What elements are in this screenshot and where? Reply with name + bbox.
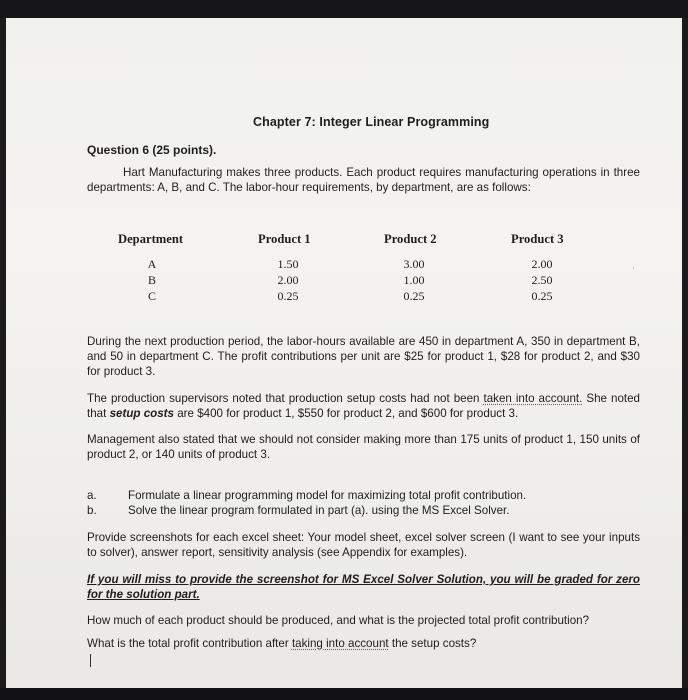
q2-text-post: the setup costs? (388, 637, 477, 650)
question-production: How much of each product should be produced, and what is the projected total profit contribution? (87, 614, 590, 627)
list-item (87, 504, 640, 519)
table-cell: A (147, 257, 157, 271)
header-department: Department (118, 232, 184, 246)
list-item (87, 489, 640, 504)
list-marker: b. (87, 504, 97, 517)
setup-text-post: are $400 for product 1, $550 for product 2, and $600 for product 3. (174, 406, 519, 420)
availability-paragraph: During the next production period, the labor-hours available are 450 in department A, 350 in department B, and 50 in department C. The profit contributions per unit are $25 for product 1, $28 for product 2, and $30 for product 3. (87, 335, 640, 378)
text-cursor (90, 654, 91, 667)
grading-warning: If you will miss to provide the screenshot for MS Excel Solver Solution, you will be graded for zero for the solution part. (87, 573, 640, 601)
header-product-2: Product 2 (384, 232, 437, 246)
q2-text-pre: What is the total profit contribution after (87, 637, 292, 650)
list-marker: a. (87, 489, 97, 502)
table-cell: 2.00 (531, 257, 553, 271)
list-item-text: Solve the linear program formulated in part (a). using the MS Excel Solver. (128, 504, 510, 517)
table-cell: B (147, 273, 156, 287)
header-product-3: Product 3 (511, 232, 564, 246)
labor-hours-table (110, 232, 635, 303)
table-cell: 0.25 (403, 289, 425, 303)
table-cell: 0.25 (531, 289, 553, 303)
table-cell: 1.00 (403, 273, 425, 287)
setup-costs-emphasis: setup costs (109, 406, 174, 420)
top-dark-border (0, 0, 688, 18)
setup-text-mid: She noted that (87, 392, 641, 420)
table-cell: 1.50 (277, 257, 299, 271)
table-cell: C (147, 289, 156, 303)
question-setup-profit (87, 637, 640, 652)
spellcheck-underlined-phrase: taken into account. (483, 392, 583, 405)
management-paragraph: Management also stated that we should not consider making more than 175 units of product 1, 150 units of product 2, or 140 units of product 3. (87, 433, 640, 461)
intro-paragraph (87, 166, 640, 196)
header-product-1: Product 1 (258, 232, 311, 246)
question-heading: Question 6 (25 points). (87, 143, 217, 157)
list-item-text: Formulate a linear programming model for maximizing total profit contribution. (128, 489, 527, 502)
chapter-title: Chapter 7: Integer Linear Programming (253, 115, 490, 129)
table-cell: 2.50 (531, 273, 553, 287)
setup-cost-paragraph (87, 392, 640, 422)
setup-text-pre: The production supervisors noted that production setup costs had not been (87, 392, 484, 405)
spellcheck-underlined-phrase: taking into account (291, 637, 389, 650)
table-cell: 3.00 (403, 257, 425, 271)
intro-text: Hart Manufacturing makes three products. Each product requires manufacturing operations in three departments: A, B, and C. The labor-hour requirements, by department, are as follows: (87, 166, 640, 194)
screenshot-instructions: Provide screenshots for each excel sheet: Your model sheet, excel solver screen (I want to see your inputs to solver), answer report, sensitivity analysis (see Appendix for examples). (87, 531, 640, 559)
bottom-dark-border (0, 688, 688, 700)
task-list (87, 489, 640, 519)
table-cell: 2.00 (277, 273, 299, 287)
table-cell: 0.25 (277, 289, 299, 303)
stray-mark: · (632, 263, 635, 273)
